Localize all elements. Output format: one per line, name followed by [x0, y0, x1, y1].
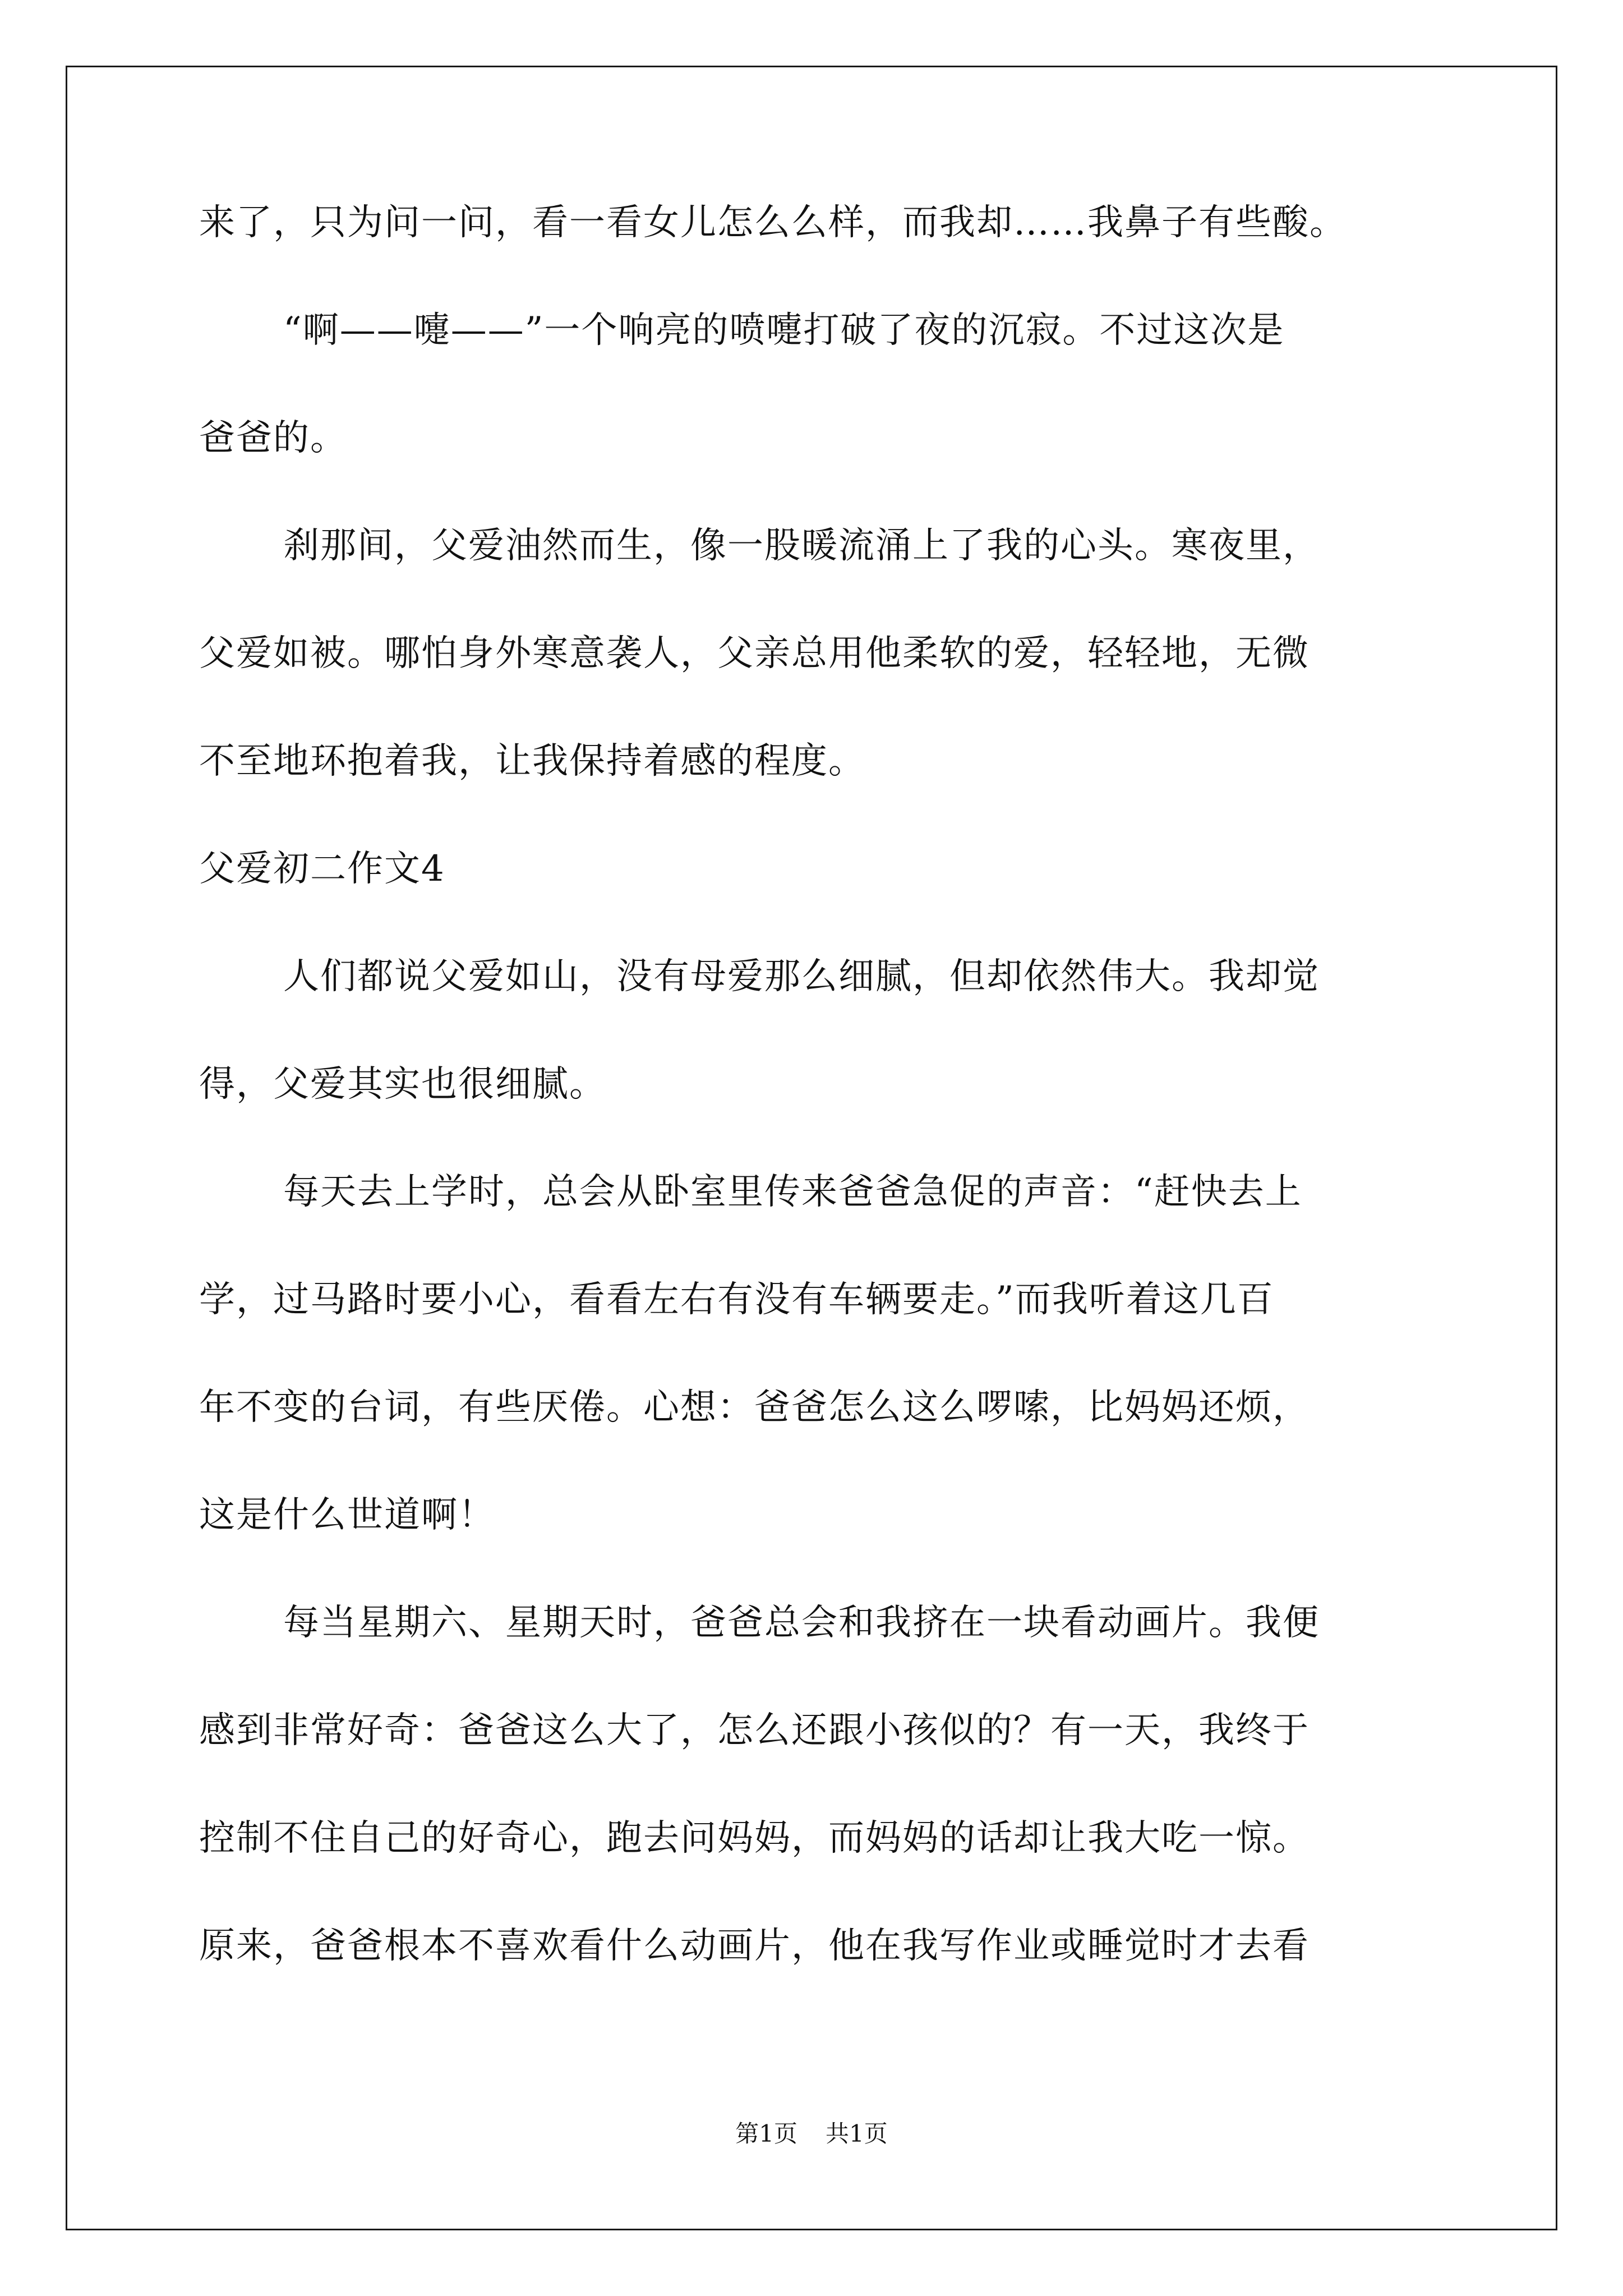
paragraph-line: 得，父爱其实也很细腻。 — [199, 1064, 606, 1105]
paragraph-line: 原来，爸爸根本不喜欢看什么动画片，他在我写作业或睡觉时才去看 — [199, 1925, 1310, 1967]
paragraph-line: 父爱如被。哪怕身外寒意袭人，父亲总用他柔软的爱，轻轻地，无微 — [199, 633, 1310, 674]
paragraph-line: 来了，只为问一问，看一看女儿怎么么样，而我却……我鼻子有些酸。 — [199, 202, 1347, 243]
paragraph-line: 每当星期六、星期天时，爸爸总会和我挤在一块看动画片。我便 — [283, 1602, 1320, 1644]
page-number-total: 共1页 — [826, 2120, 888, 2147]
paragraph-line: 年不变的台词，有些厌倦。心想：爸爸怎么这么啰嗦，比妈妈还烦， — [199, 1387, 1310, 1428]
paragraph-line: 爸爸的。 — [199, 417, 347, 459]
paragraph-line: 感到非常好奇：爸爸这么大了，怎么还跟小孩似的？有一天，我终于 — [199, 1710, 1310, 1751]
page-number-current: 第1页 — [735, 2120, 797, 2147]
document-body — [199, 202, 1450, 2036]
paragraph-line: 学，过马路时要小心，看看左右有没有车辆要走。”而我听着这几百 — [199, 1279, 1274, 1320]
page-footer — [0, 2120, 1623, 2147]
paragraph-line: 刹那间，父爱油然而生，像一股暖流涌上了我的心头。寒夜里， — [283, 525, 1320, 567]
paragraph-line: 每天去上学时，总会从卧室里传来爸爸急促的声音：“赶快去上 — [283, 1171, 1302, 1213]
paragraph-line: 不至地环抱着我，让我保持着感的程度。 — [199, 740, 865, 782]
paragraph-line: 控制不住自己的好奇心，跑去问妈妈，而妈妈的话却让我大吃一惊。 — [199, 1818, 1310, 1859]
section-heading: 父爱初二作文4 — [199, 848, 445, 890]
paragraph-line: “啊——嚏——”一个响亮的喷嚏打破了夜的沉寂。不过这次是 — [283, 310, 1285, 351]
paragraph-line: 人们都说父爱如山，没有母爱那么细腻，但却依然伟大。我却觉 — [283, 956, 1320, 997]
paragraph-line: 这是什么世道啊！ — [199, 1494, 495, 1536]
